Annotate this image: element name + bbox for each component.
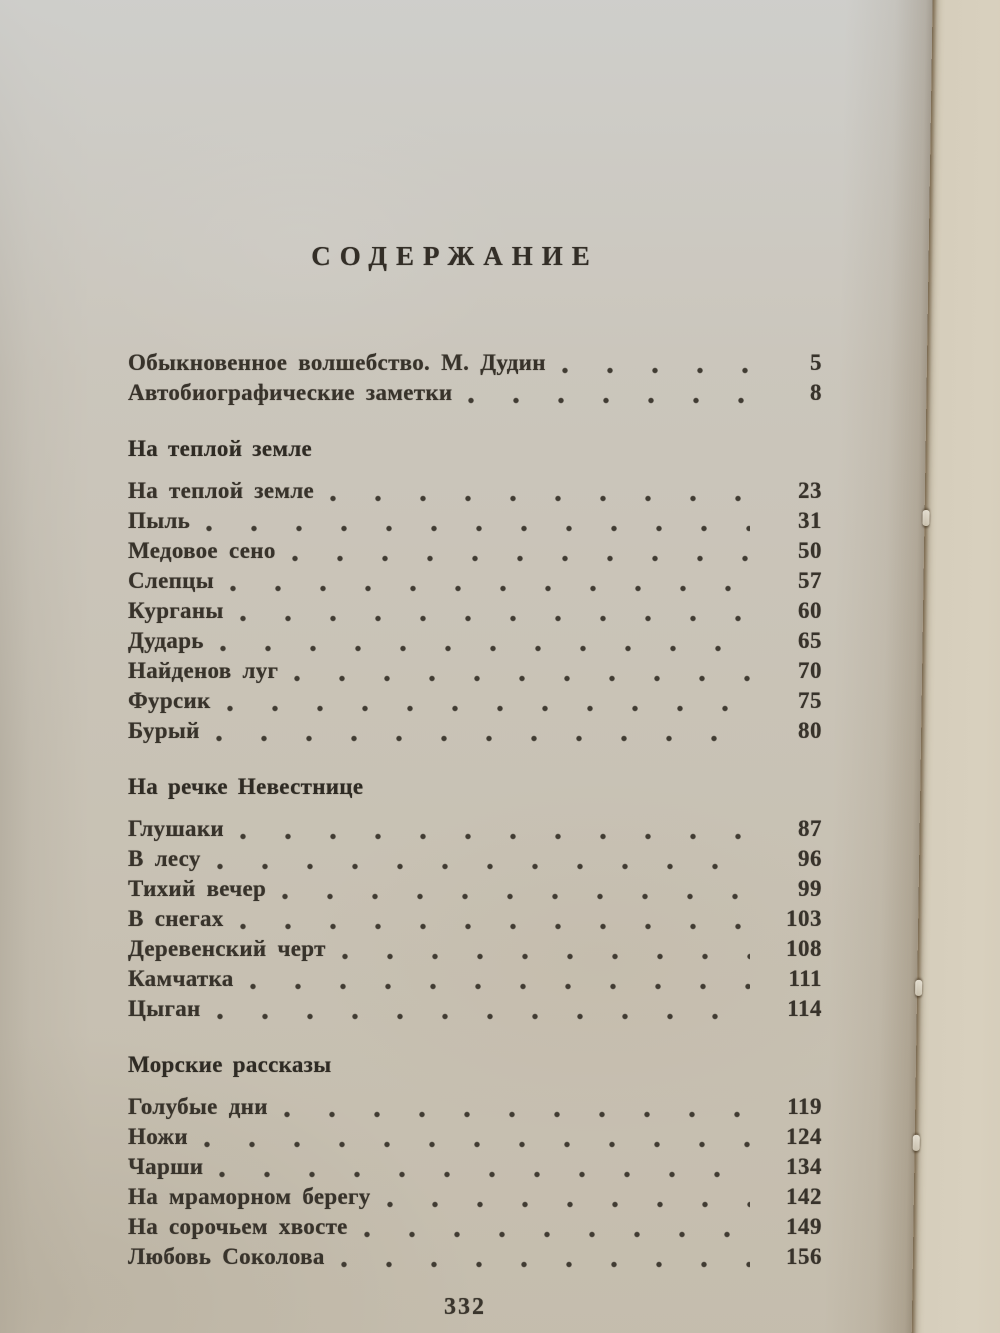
dot-leader	[227, 705, 750, 712]
toc-item-title: Найденов луг	[128, 658, 279, 683]
toc-item-page: 108	[786, 936, 822, 961]
toc-row	[128, 1242, 822, 1272]
toc-item-title: Курганы	[128, 598, 224, 623]
page-title: СОДЕРЖАНИЕ	[311, 241, 599, 271]
toc-row	[128, 1092, 822, 1122]
toc-item-title: На мраморном берегу	[128, 1184, 371, 1209]
toc-row	[128, 378, 822, 408]
toc-item-page: 50	[798, 538, 822, 563]
toc-item-page: 149	[786, 1214, 822, 1239]
toc-row	[128, 904, 822, 934]
dot-leader	[292, 555, 750, 562]
toc-row	[128, 874, 822, 904]
toc-row	[128, 566, 822, 596]
toc-row	[128, 1152, 822, 1182]
toc-item-page: 57	[798, 568, 822, 593]
toc-section	[128, 772, 822, 1024]
dot-leader	[294, 675, 750, 682]
toc-item-page: 96	[798, 846, 822, 871]
toc-item-title: Любовь Соколова	[128, 1244, 325, 1269]
dot-leader	[216, 735, 750, 742]
dot-leader	[341, 1261, 750, 1268]
toc-item-title: Камчатка	[128, 966, 234, 991]
dot-leader	[219, 1171, 750, 1178]
toc-row	[128, 934, 822, 964]
toc-row	[128, 964, 822, 994]
toc-item-page: 23	[798, 478, 822, 503]
dot-leader	[284, 1111, 750, 1118]
toc-item-page: 8	[810, 380, 822, 405]
toc-item-title: Голубые дни	[128, 1094, 268, 1119]
dot-leader	[240, 833, 750, 840]
toc	[128, 348, 822, 1272]
toc-item-title: Чарши	[128, 1154, 204, 1179]
section-header: На теплой земле	[128, 436, 313, 461]
dot-leader	[230, 585, 750, 592]
dot-leader	[468, 397, 750, 404]
toc-row	[128, 476, 822, 506]
toc-item-title: Ножи	[128, 1124, 188, 1149]
toc-row	[128, 1122, 822, 1152]
toc-item-page: 80	[798, 718, 822, 743]
dot-leader	[330, 495, 750, 502]
dot-leader	[562, 367, 750, 374]
binding-stitch	[922, 510, 929, 526]
toc-row	[128, 506, 822, 536]
toc-row	[128, 626, 822, 656]
toc-row	[128, 348, 822, 378]
toc-item-title: Обыкновенное волшебство. М. Дудин	[128, 350, 546, 375]
dot-leader	[217, 863, 750, 870]
dot-leader	[220, 645, 750, 652]
toc-row	[128, 656, 822, 686]
dot-leader	[217, 1013, 750, 1020]
toc-item-page: 119	[787, 1094, 822, 1119]
toc-item-page: 75	[798, 688, 822, 713]
toc-item-title: На теплой земле	[128, 478, 315, 503]
toc-item-title: Бурый	[128, 718, 200, 743]
toc-section	[128, 1050, 822, 1272]
toc-item-title: Пыль	[128, 508, 191, 533]
toc-item-page: 134	[786, 1154, 822, 1179]
toc-item-page: 87	[798, 816, 822, 841]
toc-row	[128, 716, 822, 746]
toc-row	[128, 814, 822, 844]
toc-item-page: 60	[798, 598, 822, 623]
toc-item-title: Тихий вечер	[128, 876, 267, 901]
toc-row	[128, 536, 822, 566]
toc-item-page: 31	[798, 508, 822, 533]
dot-leader	[364, 1231, 750, 1238]
toc-row	[128, 844, 822, 874]
dot-leader	[387, 1201, 750, 1208]
dot-leader	[206, 525, 750, 532]
dot-leader	[282, 893, 750, 900]
toc-row	[128, 1182, 822, 1212]
toc-content	[128, 238, 822, 1272]
page-number: 332	[444, 1294, 486, 1320]
dot-leader	[240, 923, 750, 930]
toc-item-title: Автобиографические заметки	[128, 380, 453, 405]
toc-item-page: 142	[786, 1184, 822, 1209]
binding-stitch	[915, 980, 922, 996]
toc-row	[128, 686, 822, 716]
toc-item-page: 99	[798, 876, 822, 901]
toc-item-page: 111	[788, 966, 822, 991]
toc-item-title: Фурсик	[128, 688, 211, 713]
toc-section	[128, 348, 822, 408]
toc-item-title: В лесу	[128, 846, 201, 871]
toc-item-title: На сорочьем хвосте	[128, 1214, 348, 1239]
toc-item-title: Глушаки	[128, 816, 224, 841]
toc-item-title: Медовое сено	[128, 538, 276, 563]
toc-item-page: 65	[798, 628, 822, 653]
toc-item-page: 124	[786, 1124, 822, 1149]
toc-item-page: 114	[787, 996, 822, 1021]
toc-item-page: 5	[810, 350, 822, 375]
section-header: Морские рассказы	[128, 1052, 332, 1077]
toc-item-title: Дударь	[128, 628, 204, 653]
toc-item-title: Слепцы	[128, 568, 214, 593]
toc-item-title: Цыган	[128, 996, 201, 1021]
toc-item-page: 103	[786, 906, 822, 931]
toc-item-page: 70	[798, 658, 822, 683]
dot-leader	[240, 615, 750, 622]
dot-leader	[204, 1141, 750, 1148]
dot-leader	[342, 953, 750, 960]
section-header: На речке Невестнице	[128, 774, 364, 799]
toc-item-page: 156	[786, 1244, 822, 1269]
binding-stitch	[913, 1135, 920, 1151]
toc-row	[128, 994, 822, 1024]
toc-item-title: Деревенский черт	[128, 936, 326, 961]
toc-row	[128, 596, 822, 626]
toc-row	[128, 1212, 822, 1242]
toc-section	[128, 434, 822, 746]
toc-item-title: В снегах	[128, 906, 224, 931]
dot-leader	[250, 983, 750, 990]
